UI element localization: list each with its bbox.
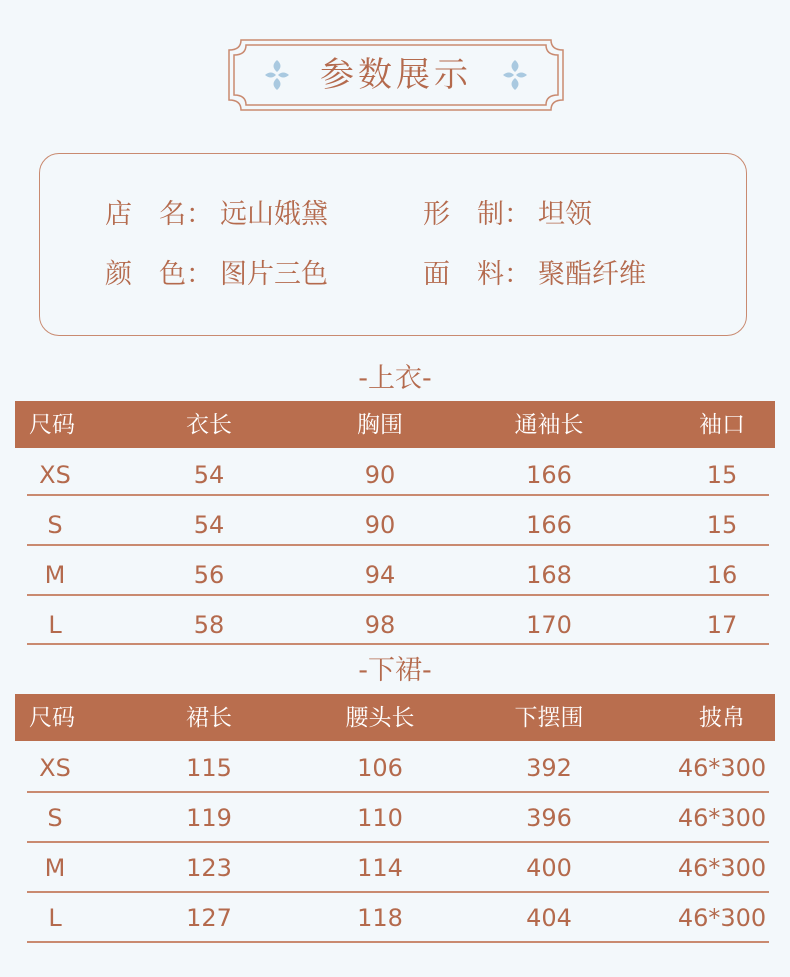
row-divider: [27, 494, 769, 496]
top-cell-size: M: [44, 561, 66, 589]
info-style-value: 坦领: [538, 199, 592, 230]
info-fabric-value: 聚酯纤维: [538, 259, 646, 290]
top-cell-length: 58: [193, 611, 225, 639]
top-header-cuff: 袖口: [699, 412, 745, 438]
skirt-cell-waist: 114: [357, 854, 403, 882]
top-cell-cuff: 17: [706, 611, 738, 639]
top-header-chest: 胸围: [357, 412, 403, 438]
table-row: [0, 500, 790, 550]
top-cell-length: 54: [193, 461, 225, 489]
skirt-cell-hem: 400: [526, 854, 572, 882]
table-row: [0, 843, 790, 893]
table-row: [0, 550, 790, 600]
skirt-cell-shawl: 46*300: [677, 904, 767, 932]
info-fabric-label: 面 料：: [423, 259, 531, 290]
row-divider: [27, 544, 769, 546]
top-cell-chest: 98: [364, 611, 396, 639]
skirt-cell-waist: 106: [357, 754, 403, 782]
top-cell-sleeve-length: 168: [526, 561, 572, 589]
skirt-header-waist: 腰头长: [345, 705, 415, 731]
top-cell-sleeve-length: 166: [526, 511, 572, 539]
skirt-cell-size: XS: [39, 754, 71, 782]
skirt-table-header: [15, 694, 775, 741]
top-cell-cuff: 16: [706, 561, 738, 589]
top-cell-cuff: 15: [706, 461, 738, 489]
skirt-cell-size: S: [47, 804, 63, 832]
info-shop: [105, 199, 328, 231]
info-shop-value: 远山娥黛: [220, 199, 328, 230]
skirt-cell-length: 123: [186, 854, 232, 882]
top-cell-length: 56: [193, 561, 225, 589]
info-color-value: 图片三色: [220, 259, 328, 290]
info-style: [423, 199, 592, 231]
skirt-cell-waist: 118: [357, 904, 403, 932]
table-row: [0, 743, 790, 793]
top-cell-size: S: [47, 511, 63, 539]
top-cell-chest: 90: [364, 461, 396, 489]
top-table-header: [15, 401, 775, 448]
top-header-length: 衣长: [186, 412, 232, 438]
info-color-label: 颜 色：: [105, 259, 213, 290]
info-style-label: 形 制：: [423, 199, 531, 230]
top-cell-chest: 94: [364, 561, 396, 589]
skirt-cell-hem: 404: [526, 904, 572, 932]
skirt-cell-shawl: 46*300: [677, 804, 767, 832]
info-box: [39, 153, 747, 336]
top-cell-size: XS: [39, 461, 71, 489]
title-banner: [227, 38, 565, 112]
table-row: [0, 450, 790, 500]
table-row: [0, 793, 790, 843]
top-cell-chest: 90: [364, 511, 396, 539]
skirt-header-hem: 下摆围: [514, 705, 584, 731]
skirt-cell-shawl: 46*300: [677, 854, 767, 882]
skirt-header-size: 尺码: [29, 705, 75, 731]
top-cell-size: L: [48, 611, 62, 639]
row-divider: [27, 643, 769, 645]
table-row: [0, 893, 790, 943]
page-title: 参数展示: [320, 55, 472, 95]
skirt-cell-length: 119: [186, 804, 232, 832]
top-cell-length: 54: [193, 511, 225, 539]
info-fabric: [423, 259, 646, 291]
top-cell-sleeve-length: 166: [526, 461, 572, 489]
skirt-header-shawl: 披帛: [699, 705, 745, 731]
skirt-cell-waist: 110: [357, 804, 403, 832]
row-divider: [27, 941, 769, 943]
skirt-cell-hem: 392: [526, 754, 572, 782]
row-divider: [27, 594, 769, 596]
info-color: [105, 259, 328, 291]
leaf-ornament-icon: [500, 58, 530, 92]
skirt-cell-size: L: [48, 904, 62, 932]
top-cell-cuff: 15: [706, 511, 738, 539]
skirt-cell-hem: 396: [526, 804, 572, 832]
info-shop-label: 店 名：: [105, 199, 213, 230]
top-cell-sleeve-length: 170: [526, 611, 572, 639]
top-header-sleeve-length: 通袖长: [514, 412, 584, 438]
skirt-cell-length: 115: [186, 754, 232, 782]
skirt-cell-shawl: 46*300: [677, 754, 767, 782]
skirt-section-title: -下裙-: [358, 655, 432, 686]
top-section-title: -上衣-: [358, 363, 432, 394]
skirt-header-length: 裙长: [186, 705, 232, 731]
skirt-cell-size: M: [44, 854, 66, 882]
top-header-size: 尺码: [29, 412, 75, 438]
skirt-cell-length: 127: [186, 904, 232, 932]
